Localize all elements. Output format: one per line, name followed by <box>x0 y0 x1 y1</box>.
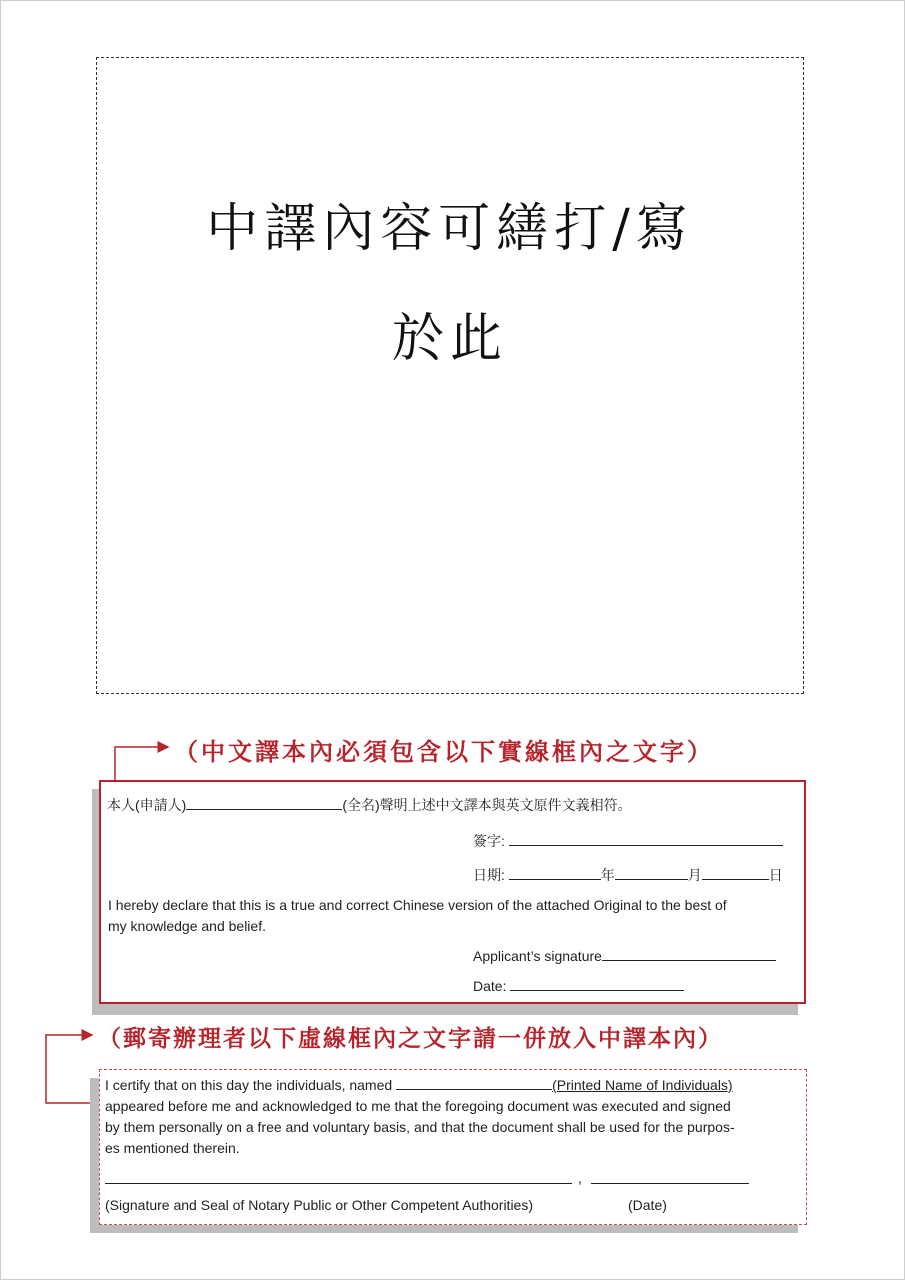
heading-dashed-box-instruction: （郵寄辦理者以下虛線框內之文字請一併放入中譯本內） <box>98 1025 723 1052</box>
date-blank-en[interactable] <box>510 977 684 991</box>
applicant-signature-blank[interactable] <box>602 947 776 961</box>
declaration-chinese-prefix: 本人(申請人) <box>107 797 187 813</box>
date-label-zh: 日期: <box>473 867 505 883</box>
notary-date-caption: (Date) <box>628 1197 667 1213</box>
signature-blank-zh[interactable] <box>509 832 783 846</box>
notary-line-4: es mentioned therein. <box>105 1140 240 1156</box>
date-line-en <box>473 977 684 994</box>
declaration-box <box>99 780 806 1004</box>
notary-line-1-prefix: I certify that on this day the individuals, named <box>105 1077 393 1093</box>
day-blank[interactable] <box>702 866 769 880</box>
individual-name-blank[interactable] <box>396 1077 552 1090</box>
month-label: 月 <box>687 867 702 883</box>
applicant-signature-line <box>473 947 776 964</box>
placeholder-line-2: 於此 <box>391 309 508 369</box>
notary-box <box>99 1069 807 1225</box>
declaration-english-line-1: I hereby declare that this is a true and correct Chinese version of the attached Original to the best of <box>108 897 727 913</box>
declaration-english <box>108 895 727 937</box>
notary-comma: , <box>578 1170 582 1186</box>
notary-line-2: appeared before me and acknowledged to me that the foregoing document was executed and signed <box>105 1098 731 1114</box>
applicant-signature-label: Applicant’s signature <box>473 948 602 964</box>
notary-date-blank[interactable] <box>591 1183 749 1184</box>
declaration-chinese-suffix: (全名)聲明上述中文譯本與英文原件文義相符。 <box>342 797 632 813</box>
heading-solid-box-instruction: （中文譯本內必須包含以下實線框內之文字） <box>174 737 714 766</box>
translation-placeholder-box <box>96 57 804 694</box>
month-blank[interactable] <box>615 866 688 880</box>
declaration-english-line-2: my knowledge and belief. <box>108 918 266 934</box>
applicant-name-blank[interactable] <box>186 796 342 810</box>
notary-signature-caption: (Signature and Seal of Notary Public or Other Competent Authorities) <box>105 1197 533 1213</box>
notary-signature-blank[interactable] <box>105 1183 572 1184</box>
date-label-en: Date: <box>473 978 507 994</box>
printed-name-caption: (Printed Name of Individuals) <box>552 1077 733 1093</box>
placeholder-line-1: 中譯內容可繕打/寫 <box>206 199 694 259</box>
notary-text <box>105 1075 803 1159</box>
declaration-chinese-line <box>107 795 632 815</box>
year-label: 年 <box>600 867 615 883</box>
year-blank[interactable] <box>509 866 601 880</box>
signature-label-zh: 簽字: <box>473 833 505 849</box>
notary-line-3: by them personally on a free and voluntary basis, and that the document shall be used for the purpos- <box>105 1119 735 1135</box>
signature-line-zh <box>473 831 783 851</box>
day-label: 日 <box>768 867 783 883</box>
date-line-zh <box>473 865 783 885</box>
notary-line-1 <box>105 1075 803 1096</box>
